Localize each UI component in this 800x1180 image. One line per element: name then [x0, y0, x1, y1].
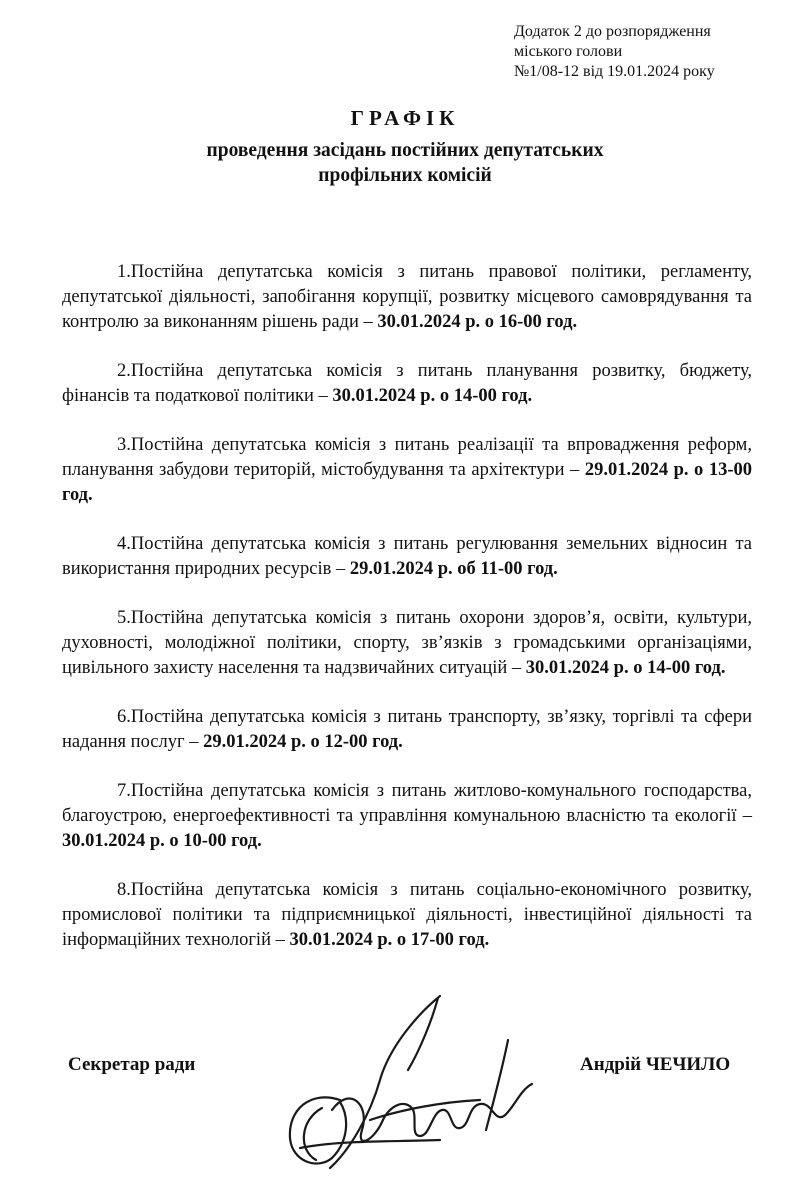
meeting-schedule: 30.01.2024 р. о 17-00 год. — [289, 930, 490, 950]
committee-description: 6.Постійна депутатська комісія з питань транспорту, зв’язку, торгівлі та сфери надання послуг – — [62, 707, 752, 752]
meeting-schedule: 29.01.2024 р. о 13-00 год. — [62, 460, 753, 505]
committee-description: 8.Постійна депутатська комісія з питань соціально-економічного розвитку, промислової політики та підприємницької діяльності, інвестиційної діяльності та інформаційних технологій – — [62, 880, 752, 950]
committee-item — [62, 606, 752, 681]
signature-block — [0, 1050, 800, 1170]
committee-description: 7.Постійна депутатська комісія з питань житлово-комунального господарства, благоустрою, енергоефективності та управління комунальною власністю та екології – — [62, 781, 752, 826]
annex-line-2: міського голови — [514, 43, 623, 60]
meeting-schedule: 30.01.2024 р. о 14-00 год. — [332, 386, 533, 406]
committee-item — [62, 433, 752, 508]
meeting-schedule: 30.01.2024 р. о 10-00 год. — [62, 831, 262, 851]
meeting-schedule: 30.01.2024 р. о 14-00 год. — [525, 658, 726, 678]
committee-item — [62, 878, 752, 953]
committee-item — [62, 532, 752, 582]
committee-item — [62, 260, 752, 335]
annex-line-3: №1/08-12 від 19.01.2024 року — [514, 63, 715, 80]
annex-note — [514, 22, 715, 82]
handwritten-signature — [270, 990, 560, 1180]
committee-description: 3.Постійна депутатська комісія з питань реалізації та впровадження реформ, планування забудови територій, містобудування та архітектури – — [62, 435, 752, 480]
document-subtitle — [0, 138, 800, 188]
committee-description: 2.Постійна депутатська комісія з питань планування розвитку, бюджету, фінансів та податкової політики – — [62, 361, 752, 406]
meeting-schedule: 30.01.2024 р. о 16-00 год. — [377, 312, 578, 332]
committee-description: 5.Постійна депутатська комісія з питань охорони здоров’я, освіти, культури, духовності, молодіжної політики, спорту, зв’язків з громадськими організаціями, цивільного захисту населення та надзвичайних ситуацій – — [62, 608, 752, 678]
signatory-position: Секретар ради — [68, 1054, 196, 1075]
committee-item — [62, 779, 752, 854]
subtitle-line-1: проведення засідань постійних депутатських — [206, 140, 604, 161]
committee-description: 4.Постійна депутатська комісія з питань регулювання земельних відносин та використання природних ресурсів – — [62, 534, 752, 579]
committee-list — [62, 260, 752, 977]
committee-item — [62, 705, 752, 755]
subtitle-line-2: профільних комісій — [318, 165, 492, 186]
signatory-name: Андрій ЧЕЧИЛО — [580, 1054, 731, 1075]
meeting-schedule: 29.01.2024 р. о 12-00 год. — [203, 732, 403, 752]
document-title: ГРАФІК — [350, 106, 460, 130]
meeting-schedule: 29.01.2024 р. об 11-00 год. — [349, 559, 558, 579]
committee-description: 1.Постійна депутатська комісія з питань правової політики, регламенту, депутатської діяльності, запобігання корупції, розвитку місцевого самоврядування та контролю за виконанням рішень ради – — [62, 262, 752, 332]
committee-item — [62, 359, 752, 409]
annex-line-1: Додаток 2 до розпорядження — [514, 23, 711, 40]
